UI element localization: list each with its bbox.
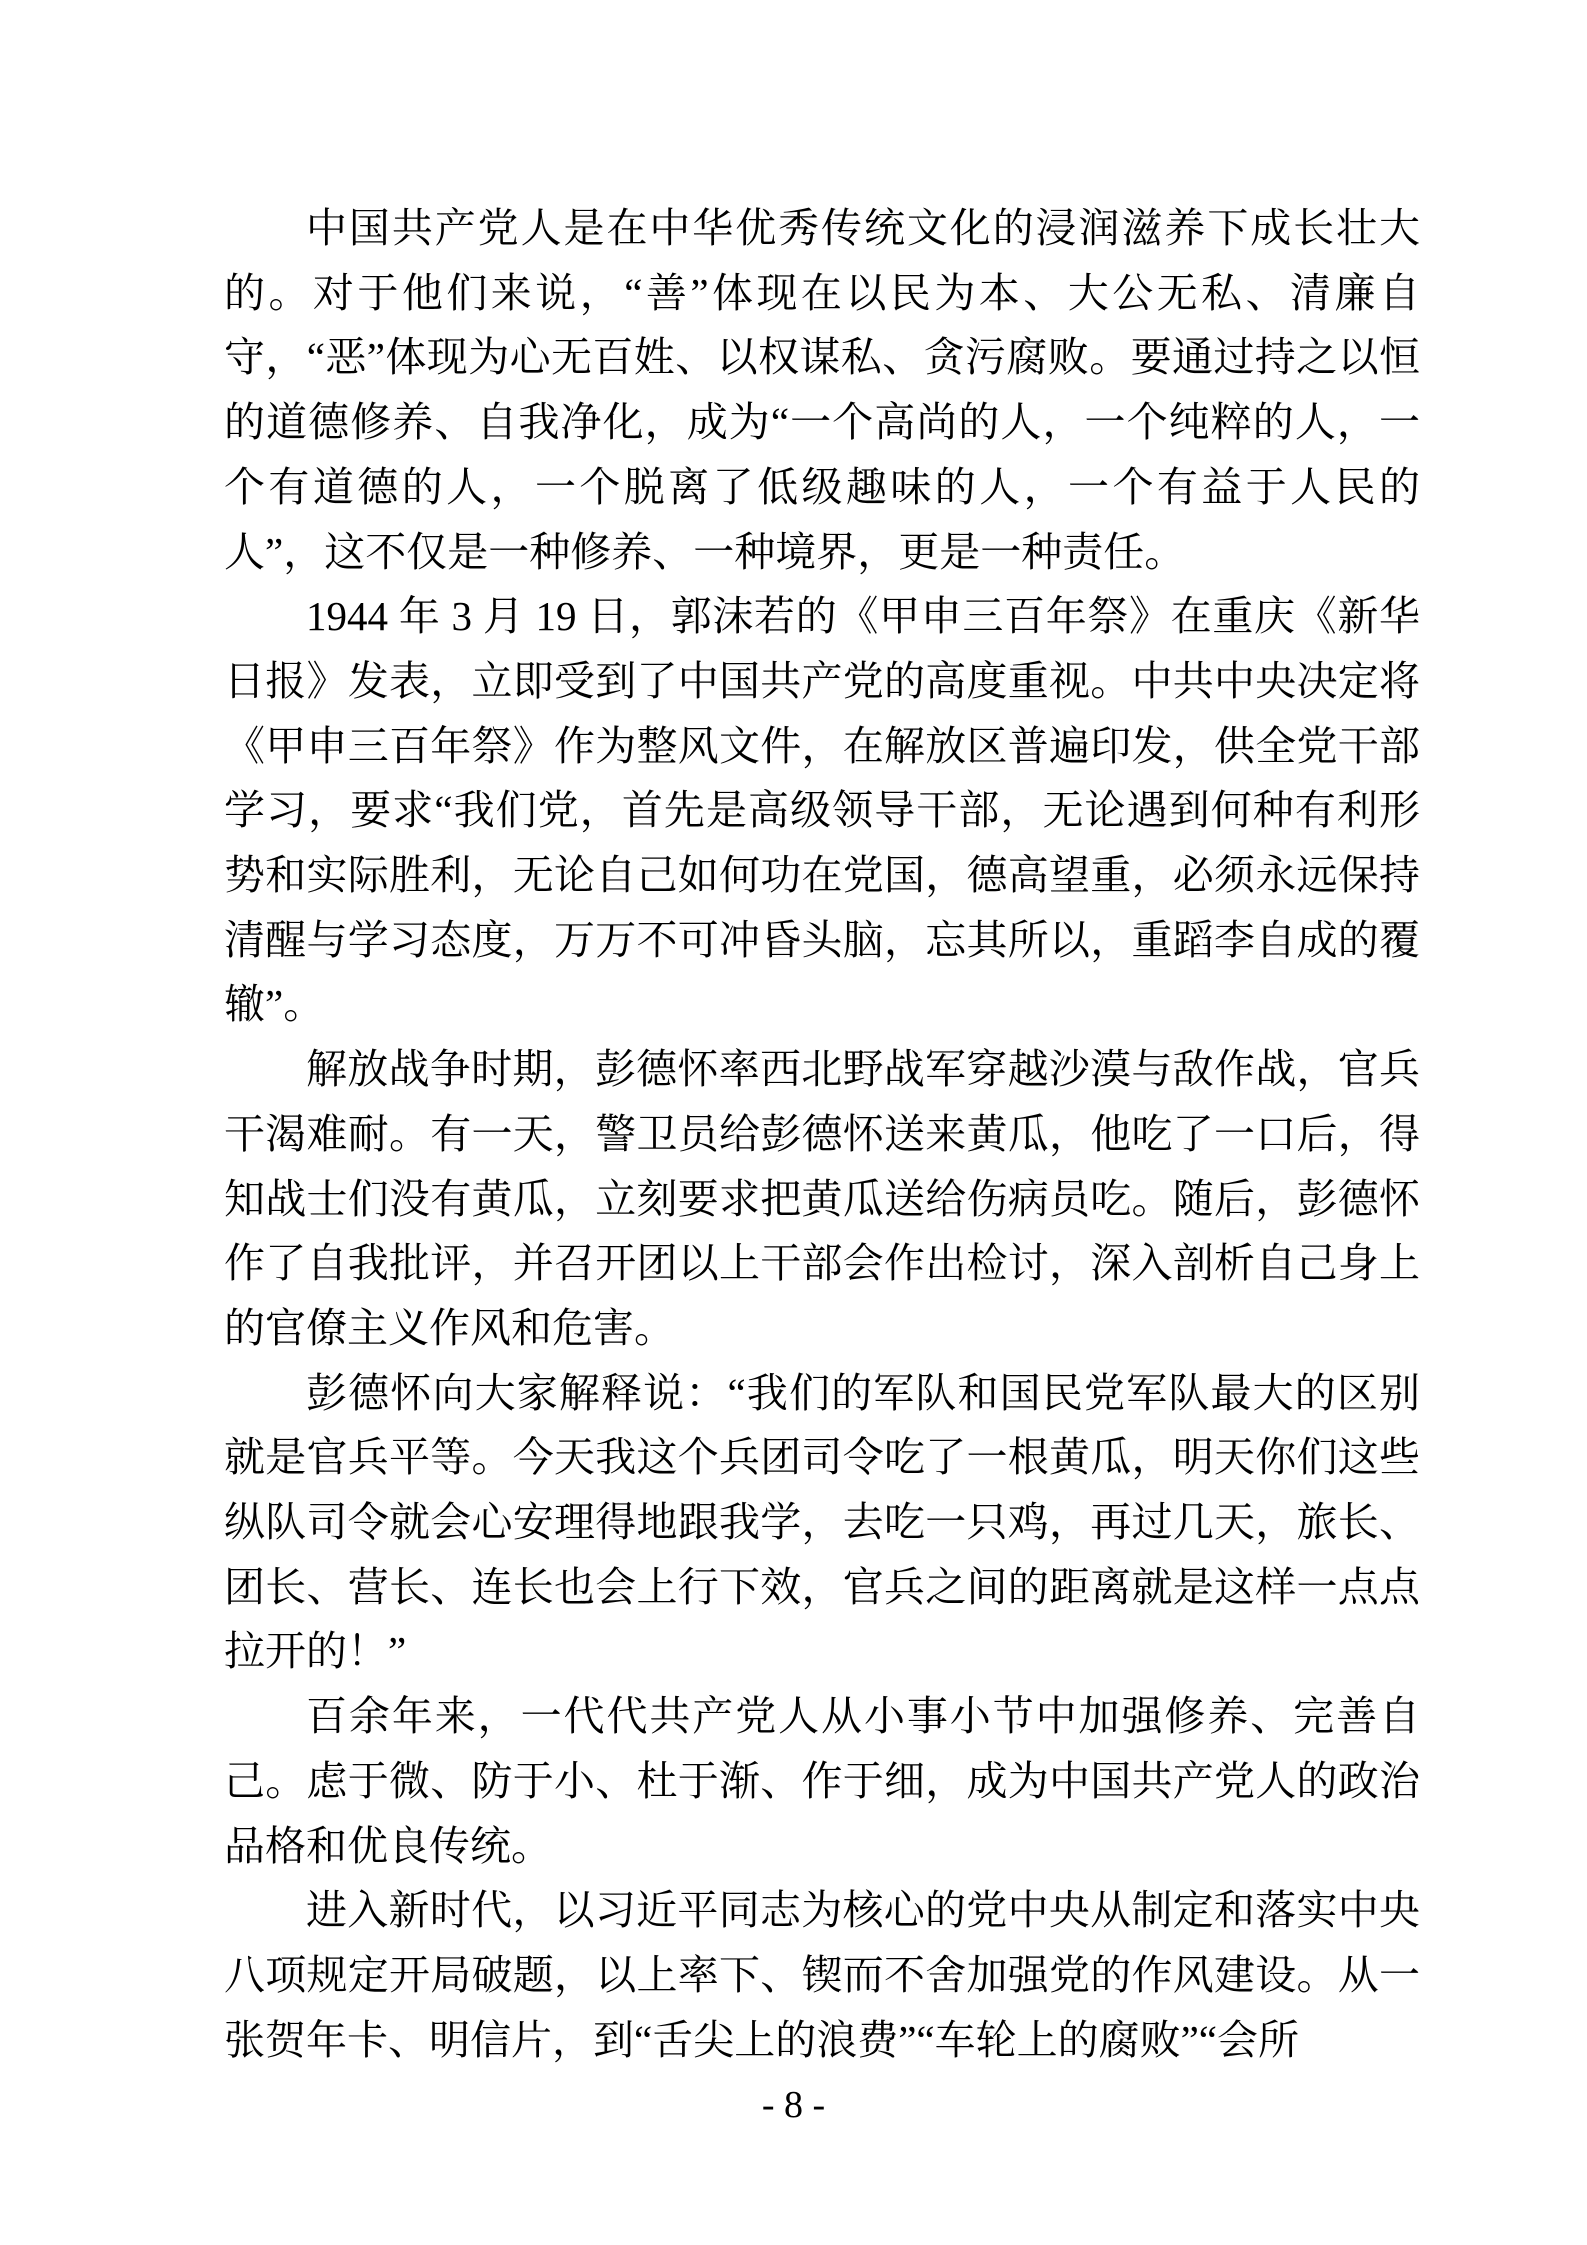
paragraph: 解放战争时期，彭德怀率西北野战军穿越沙漠与敌作战，官兵干渴难耐。有一天，警卫员给彭德怀送来黄瓜，他吃了一口后，得知战士们没有黄瓜，立刻要求把黄瓜送给伤病员吃。随后，彭德怀作了自我批评，并召开团以上干部会作出检讨，深入剖析自己身上的官僚主义作风和危害。 [224,1046,1420,1351]
paragraph: 进入新时代，以习近平同志为核心的党中央从制定和落实中央八项规定开局破题，以上率下、锲而不舍加强党的作风建设。从一张贺年卡、明信片，到“舌尖上的浪费”“车轮上的腐败”“会所 [224,1887,1420,2063]
page-number: - 8 - [761,2084,826,2126]
paragraph: 彭德怀向大家解释说：“我们的军队和国民党军队最大的区别就是官兵平等。今天我这个兵团司令吃了一根黄瓜，明天你们这些纵队司令就会心安理得地跟我学，去吃一只鸡，再过几天，旅长、团长、营长、连长也会上行下效，官兵之间的距离就是这样一点点拉开的！” [224,1369,1420,1675]
paragraph: 1944 年 3 月 19 日，郭沫若的《甲申三百年祭》在重庆《新华日报》发表，立即受到了中国共产党的高度重视。中共中央决定将《甲申三百年祭》作为整风文件，在解放区普遍印发，供全党干部学习，要求“我们党，首先是高级领导干部，无论遇到何种有利形势和实际胜利，无论自己如何功在党国，德高望重，必须永远保持清醒与学习态度，万万不可冲昏头脑，忘其所以，重蹈李自成的覆辙”。 [224,593,1420,1028]
paragraph: 百余年来，一代代共产党人从小事小节中加强修养、完善自己。虑于微、防于小、杜于渐、作于细，成为中国共产党人的政治品格和优良传统。 [224,1693,1420,1869]
document-body [224,196,1420,2072]
paragraph: 中国共产党人是在中华优秀传统文化的浸润滋养下成长壮大的。对于他们来说，“善”体现在以民为本、大公无私、清廉自守，“恶”体现为心无百姓、以权谋私、贪污腐败。要通过持之以恒的道德修养、自我净化，成为“一个高尚的人，一个纯粹的人，一个有道德的人，一个脱离了低级趣味的人，一个有益于人民的人”，这不仅是一种修养、一种境界，更是一种责任。 [224,205,1420,575]
